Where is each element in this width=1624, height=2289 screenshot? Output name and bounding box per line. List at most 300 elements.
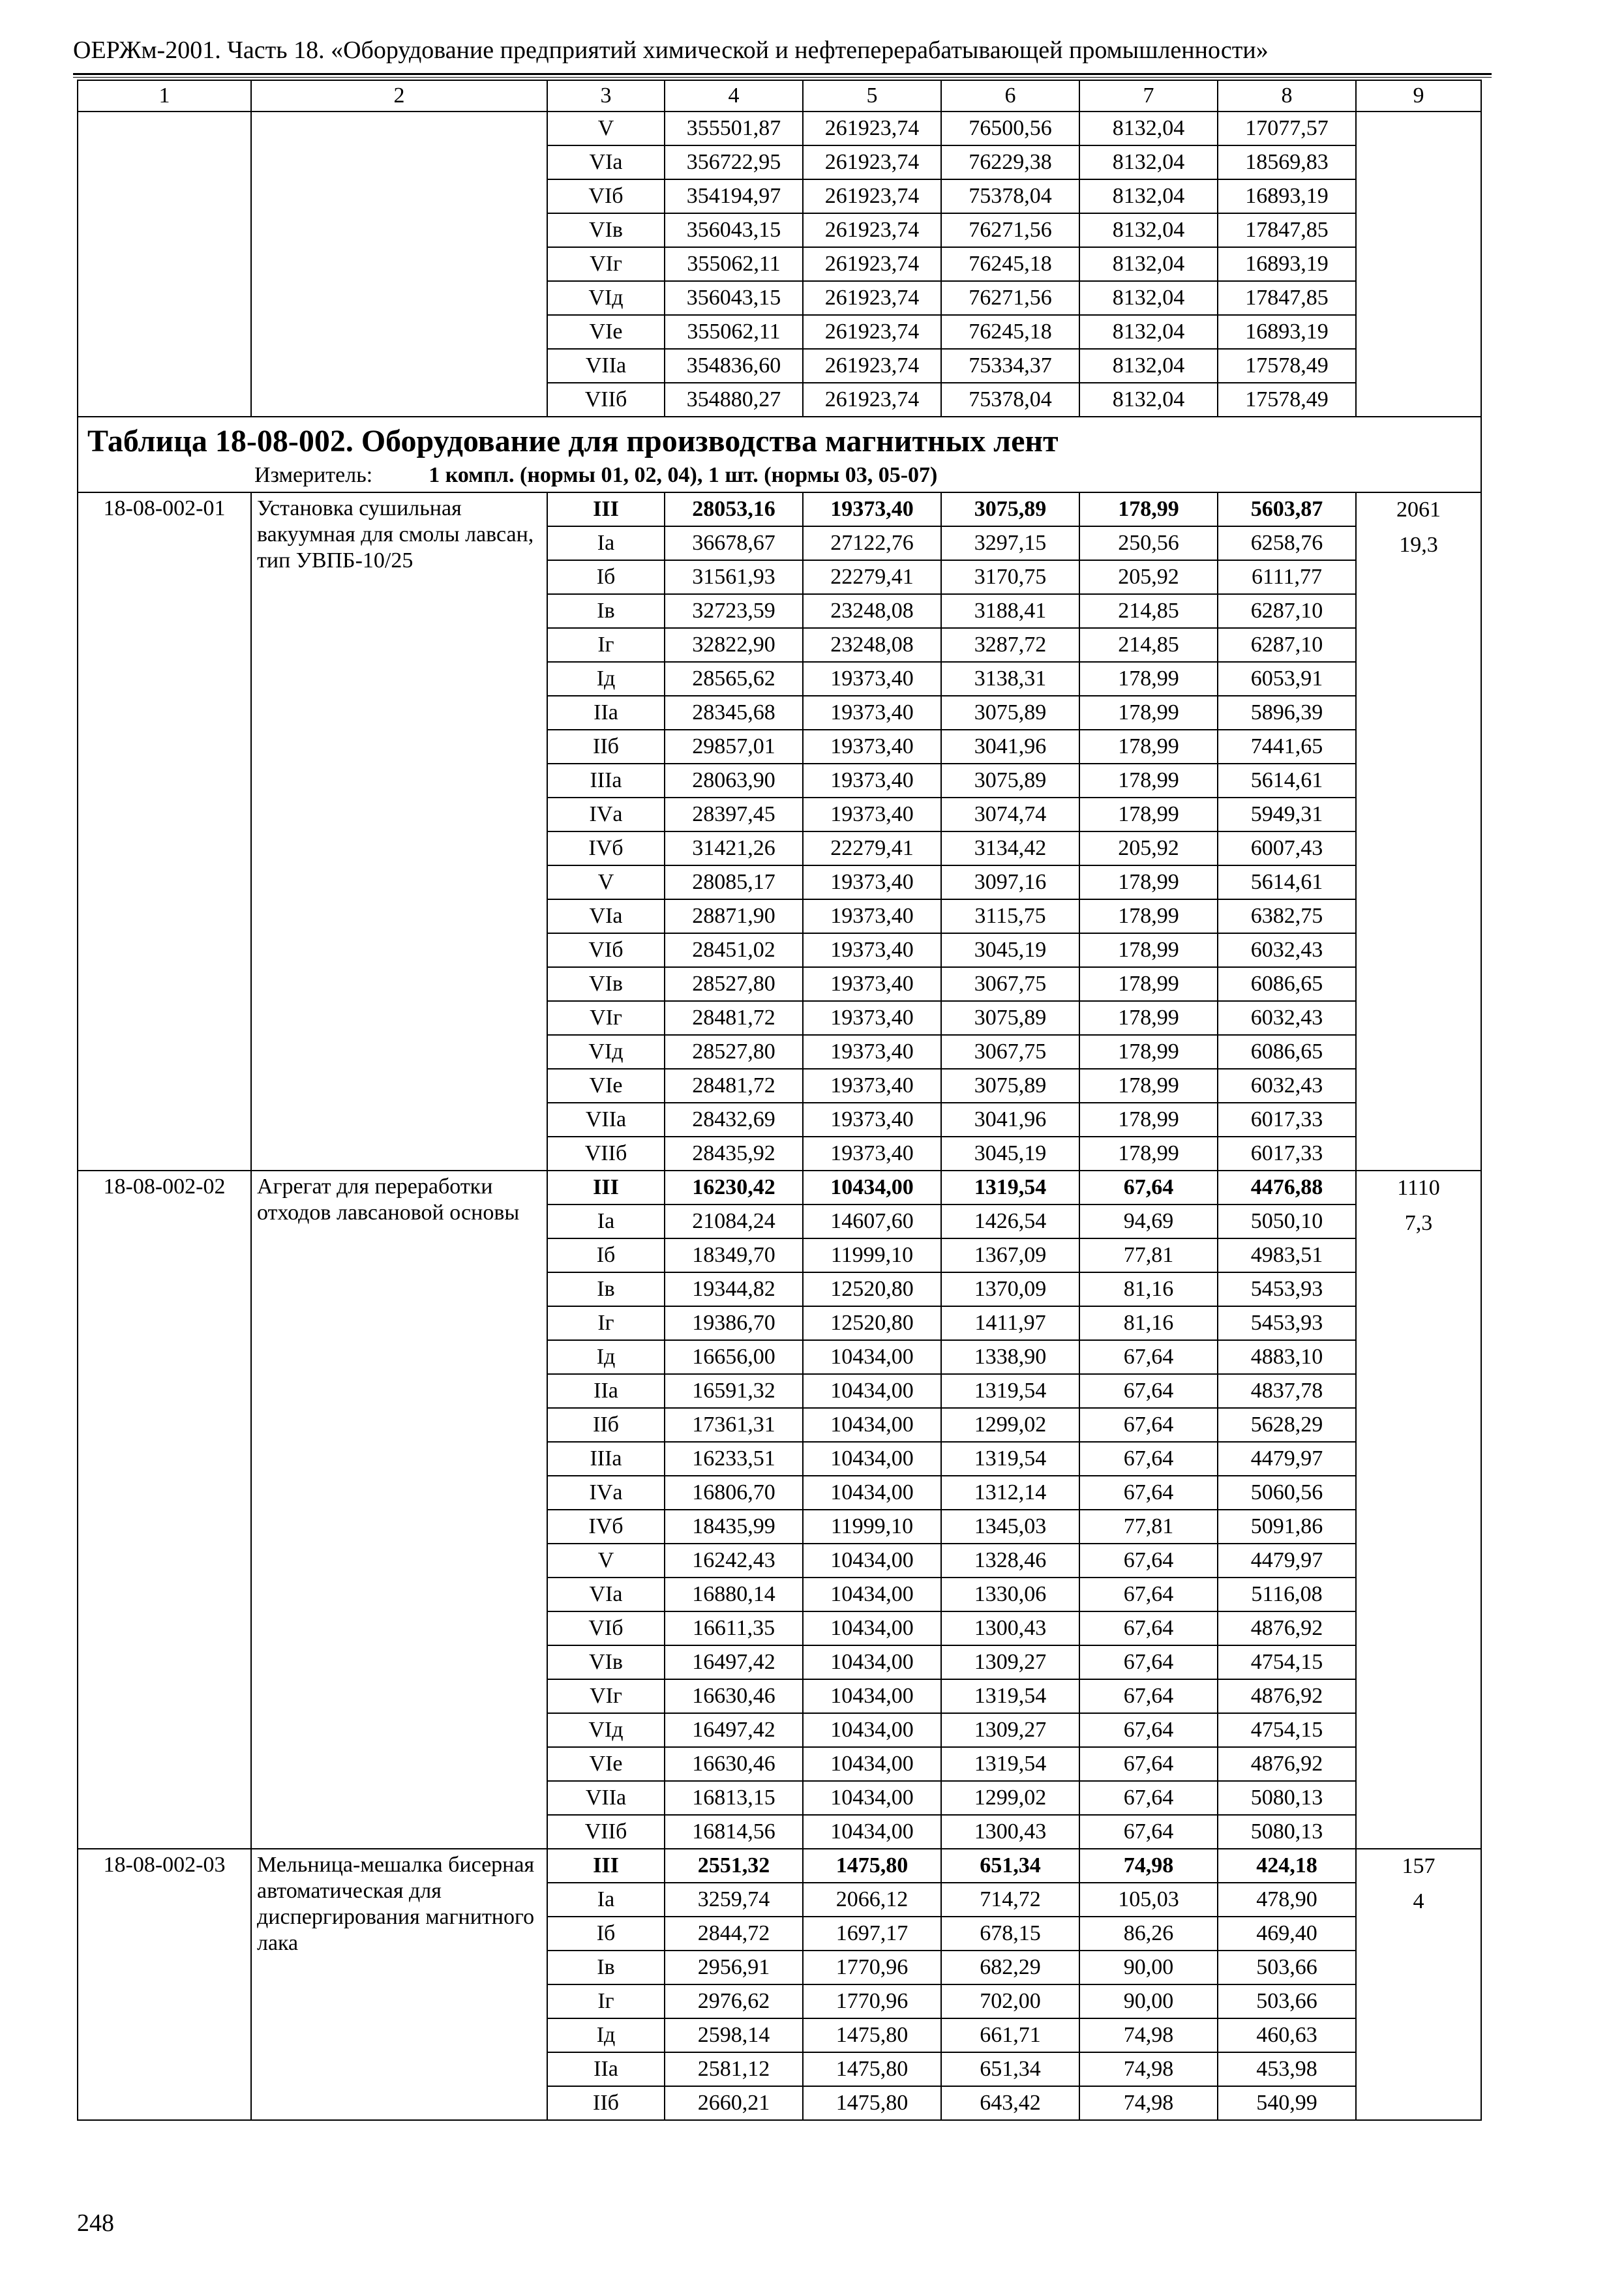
value-cell: 702,00 bbox=[941, 1984, 1079, 2018]
column-number: 1 bbox=[78, 80, 251, 112]
value-cell: 67,64 bbox=[1079, 1713, 1218, 1747]
value-cell: 4476,88 bbox=[1218, 1171, 1356, 1204]
page-number: 248 bbox=[77, 2209, 114, 2237]
zone-cell: VIв bbox=[547, 213, 665, 247]
value-cell: 5614,61 bbox=[1218, 865, 1356, 899]
value-cell: 355062,11 bbox=[665, 315, 803, 349]
value-cell: 10434,00 bbox=[803, 1374, 941, 1408]
zone-cell: Iа bbox=[547, 1204, 665, 1238]
value-cell: 18569,83 bbox=[1218, 145, 1356, 179]
value-cell: 19373,40 bbox=[803, 1069, 941, 1103]
value-cell: 67,64 bbox=[1079, 1171, 1218, 1204]
value-cell: 19373,40 bbox=[803, 1103, 941, 1137]
column-number-row bbox=[78, 80, 1481, 112]
value-cell: 36678,67 bbox=[665, 526, 803, 560]
zone-cell: IVб bbox=[547, 831, 665, 865]
value-cell: 76500,56 bbox=[941, 112, 1079, 145]
value-cell: 16813,15 bbox=[665, 1781, 803, 1815]
value-cell: 28527,80 bbox=[665, 967, 803, 1001]
value-cell: 261923,74 bbox=[803, 281, 941, 315]
install-labor: 4 bbox=[1413, 1889, 1424, 1913]
value-cell: 2956,91 bbox=[665, 1951, 803, 1984]
value-cell: 355501,87 bbox=[665, 112, 803, 145]
value-cell: 16814,56 bbox=[665, 1815, 803, 1849]
value-cell: 178,99 bbox=[1079, 1035, 1218, 1069]
value-cell: 19373,40 bbox=[803, 899, 941, 933]
install-labor: 19,3 bbox=[1399, 533, 1438, 557]
value-cell: 76271,56 bbox=[941, 213, 1079, 247]
value-cell: 16230,42 bbox=[665, 1171, 803, 1204]
zone-cell: IVа bbox=[547, 1476, 665, 1510]
value-cell: 261923,74 bbox=[803, 213, 941, 247]
zone-cell: Iд bbox=[547, 1340, 665, 1374]
value-cell: 10434,00 bbox=[803, 1815, 941, 1849]
value-cell: 28085,17 bbox=[665, 865, 803, 899]
value-cell: 16630,46 bbox=[665, 1747, 803, 1781]
zone-cell: IVб bbox=[547, 1510, 665, 1544]
value-cell: 2598,14 bbox=[665, 2018, 803, 2052]
value-cell: 8132,04 bbox=[1079, 315, 1218, 349]
value-cell: 4754,15 bbox=[1218, 1713, 1356, 1747]
value-cell: 28451,02 bbox=[665, 933, 803, 967]
value-cell: 8132,04 bbox=[1079, 349, 1218, 383]
column-number: 5 bbox=[803, 80, 941, 112]
zone-cell: III bbox=[547, 492, 665, 526]
value-cell: 3074,74 bbox=[941, 798, 1079, 831]
value-cell: 75378,04 bbox=[941, 383, 1079, 417]
value-cell: 3097,16 bbox=[941, 865, 1079, 899]
value-cell: 178,99 bbox=[1079, 1069, 1218, 1103]
value-cell: 76245,18 bbox=[941, 315, 1079, 349]
value-cell: 3067,75 bbox=[941, 967, 1079, 1001]
value-cell: 17578,49 bbox=[1218, 383, 1356, 417]
value-cell: 28063,90 bbox=[665, 764, 803, 798]
value-cell: 12520,80 bbox=[803, 1306, 941, 1340]
value-cell: 16497,42 bbox=[665, 1713, 803, 1747]
value-cell: 16893,19 bbox=[1218, 179, 1356, 213]
value-cell: 424,18 bbox=[1218, 1849, 1356, 1883]
zone-cell: Iд bbox=[547, 2018, 665, 2052]
value-cell: 178,99 bbox=[1079, 730, 1218, 764]
value-cell: 205,92 bbox=[1079, 831, 1218, 865]
value-cell: 8132,04 bbox=[1079, 383, 1218, 417]
unit-label: Измеритель: bbox=[254, 463, 373, 487]
value-cell: 5614,61 bbox=[1218, 764, 1356, 798]
zone-cell: VIIа bbox=[547, 1103, 665, 1137]
zone-cell: VIIб bbox=[547, 1137, 665, 1171]
zone-cell: IIа bbox=[547, 2052, 665, 2086]
value-cell: 1309,27 bbox=[941, 1645, 1079, 1679]
value-cell: 1319,54 bbox=[941, 1374, 1079, 1408]
value-cell: 10434,00 bbox=[803, 1645, 941, 1679]
value-cell: 214,85 bbox=[1079, 628, 1218, 662]
value-cell: 28345,68 bbox=[665, 696, 803, 730]
value-cell: 16893,19 bbox=[1218, 315, 1356, 349]
table-title: Таблица 18-08-002. Оборудование для производства магнитных лент bbox=[87, 424, 1059, 458]
zone-cell: VIб bbox=[547, 1611, 665, 1645]
value-cell: 27122,76 bbox=[803, 526, 941, 560]
value-cell: 1426,54 bbox=[941, 1204, 1079, 1238]
value-cell: 3075,89 bbox=[941, 1001, 1079, 1035]
zone-cell: Iв bbox=[547, 594, 665, 628]
value-cell: 6017,33 bbox=[1218, 1137, 1356, 1171]
value-cell: 1300,43 bbox=[941, 1611, 1079, 1645]
value-cell: 3075,89 bbox=[941, 764, 1079, 798]
value-cell: 651,34 bbox=[941, 2052, 1079, 2086]
value-cell: 503,66 bbox=[1218, 1951, 1356, 1984]
value-cell: 3041,96 bbox=[941, 1103, 1079, 1137]
zone-cell: VIд bbox=[547, 1713, 665, 1747]
running-header: ОЕРЖм-2001. Часть 18. «Оборудование предприятий химической и нефтеперерабатывающей промышленности» bbox=[73, 37, 1269, 64]
value-cell: 6032,43 bbox=[1218, 1069, 1356, 1103]
value-cell: 10434,00 bbox=[803, 1408, 941, 1442]
value-cell: 1367,09 bbox=[941, 1238, 1079, 1272]
value-cell: 6086,65 bbox=[1218, 967, 1356, 1001]
value-cell: 5080,13 bbox=[1218, 1815, 1356, 1849]
column-number: 3 bbox=[547, 80, 665, 112]
item-code: 18-08-002-03 bbox=[78, 1849, 251, 2120]
value-cell: 4754,15 bbox=[1218, 1645, 1356, 1679]
zone-cell: VIа bbox=[547, 899, 665, 933]
value-cell: 1475,80 bbox=[803, 2052, 941, 2086]
equipment-mass: 2061 bbox=[1396, 498, 1441, 522]
value-cell: 178,99 bbox=[1079, 933, 1218, 967]
value-cell: 3045,19 bbox=[941, 933, 1079, 967]
value-cell: 76229,38 bbox=[941, 145, 1079, 179]
zone-cell: VIб bbox=[547, 933, 665, 967]
value-cell: 714,72 bbox=[941, 1883, 1079, 1917]
value-cell: 1370,09 bbox=[941, 1272, 1079, 1306]
zone-cell: VIIа bbox=[547, 1781, 665, 1815]
zone-cell: VIв bbox=[547, 967, 665, 1001]
column-number: 4 bbox=[665, 80, 803, 112]
value-cell: 3138,31 bbox=[941, 662, 1079, 696]
value-cell: 6287,10 bbox=[1218, 628, 1356, 662]
value-cell: 17077,57 bbox=[1218, 112, 1356, 145]
value-cell: 1312,14 bbox=[941, 1476, 1079, 1510]
value-cell: 67,64 bbox=[1079, 1578, 1218, 1611]
value-cell: 10434,00 bbox=[803, 1611, 941, 1645]
zone-cell: IIа bbox=[547, 1374, 665, 1408]
value-cell: 6111,77 bbox=[1218, 560, 1356, 594]
value-cell: 67,64 bbox=[1079, 1544, 1218, 1578]
value-cell: 5116,08 bbox=[1218, 1578, 1356, 1611]
value-cell: 1328,46 bbox=[941, 1544, 1079, 1578]
value-cell: 4983,51 bbox=[1218, 1238, 1356, 1272]
value-cell: 1338,90 bbox=[941, 1340, 1079, 1374]
value-cell: 5453,93 bbox=[1218, 1306, 1356, 1340]
value-cell: 4479,97 bbox=[1218, 1442, 1356, 1476]
value-cell: 8132,04 bbox=[1079, 247, 1218, 281]
value-cell: 86,26 bbox=[1079, 1917, 1218, 1951]
zone-cell: IIб bbox=[547, 730, 665, 764]
value-cell: 81,16 bbox=[1079, 1272, 1218, 1306]
table-row bbox=[78, 112, 1481, 145]
value-cell: 8132,04 bbox=[1079, 179, 1218, 213]
value-cell: 76271,56 bbox=[941, 281, 1079, 315]
value-cell: 2976,62 bbox=[665, 1984, 803, 2018]
value-cell: 74,98 bbox=[1079, 1849, 1218, 1883]
value-cell: 503,66 bbox=[1218, 1984, 1356, 2018]
value-cell: 214,85 bbox=[1079, 594, 1218, 628]
value-cell: 4876,92 bbox=[1218, 1679, 1356, 1713]
value-cell: 1309,27 bbox=[941, 1713, 1079, 1747]
value-cell: 16656,00 bbox=[665, 1340, 803, 1374]
value-cell: 261923,74 bbox=[803, 315, 941, 349]
value-cell: 178,99 bbox=[1079, 764, 1218, 798]
value-cell: 1475,80 bbox=[803, 2018, 941, 2052]
zone-cell: V bbox=[547, 865, 665, 899]
value-cell: 74,98 bbox=[1079, 2052, 1218, 2086]
zone-cell: IIб bbox=[547, 1408, 665, 1442]
value-cell: 29857,01 bbox=[665, 730, 803, 764]
value-cell: 16233,51 bbox=[665, 1442, 803, 1476]
col9-cell bbox=[1356, 492, 1481, 1171]
value-cell: 16630,46 bbox=[665, 1679, 803, 1713]
column-number: 9 bbox=[1356, 80, 1481, 112]
value-cell: 16611,35 bbox=[665, 1611, 803, 1645]
value-cell: 28053,16 bbox=[665, 492, 803, 526]
zone-cell: VIа bbox=[547, 1578, 665, 1611]
value-cell: 10434,00 bbox=[803, 1713, 941, 1747]
value-cell: 354836,60 bbox=[665, 349, 803, 383]
value-cell: 16806,70 bbox=[665, 1476, 803, 1510]
column-number: 2 bbox=[251, 80, 547, 112]
value-cell: 2844,72 bbox=[665, 1917, 803, 1951]
value-cell: 19373,40 bbox=[803, 865, 941, 899]
zone-cell: VIд bbox=[547, 1035, 665, 1069]
value-cell: 6032,43 bbox=[1218, 1001, 1356, 1035]
value-cell: 10434,00 bbox=[803, 1171, 941, 1204]
zone-cell: Iг bbox=[547, 1984, 665, 2018]
value-cell: 661,71 bbox=[941, 2018, 1079, 2052]
value-cell: 74,98 bbox=[1079, 2086, 1218, 2120]
value-cell: 354194,97 bbox=[665, 179, 803, 213]
value-cell: 67,64 bbox=[1079, 1679, 1218, 1713]
value-cell: 5080,13 bbox=[1218, 1781, 1356, 1815]
value-cell: 3075,89 bbox=[941, 1069, 1079, 1103]
value-cell: 3259,74 bbox=[665, 1883, 803, 1917]
zone-cell: VIе bbox=[547, 1747, 665, 1781]
value-cell: 1299,02 bbox=[941, 1781, 1079, 1815]
value-cell: 75334,37 bbox=[941, 349, 1079, 383]
zone-cell: Iб bbox=[547, 560, 665, 594]
zone-cell: IIIа bbox=[547, 1442, 665, 1476]
zone-cell: VIIб bbox=[547, 1815, 665, 1849]
value-cell: 6382,75 bbox=[1218, 899, 1356, 933]
value-cell: 3297,15 bbox=[941, 526, 1079, 560]
value-cell: 21084,24 bbox=[665, 1204, 803, 1238]
value-cell: 6007,43 bbox=[1218, 831, 1356, 865]
value-cell: 3075,89 bbox=[941, 492, 1079, 526]
value-cell: 17361,31 bbox=[665, 1408, 803, 1442]
price-table bbox=[77, 80, 1482, 2121]
value-cell: 6086,65 bbox=[1218, 1035, 1356, 1069]
value-cell: 460,63 bbox=[1218, 2018, 1356, 2052]
zone-cell: III bbox=[547, 1171, 665, 1204]
value-cell: 6017,33 bbox=[1218, 1103, 1356, 1137]
zone-cell: Iд bbox=[547, 662, 665, 696]
zone-cell: Iб bbox=[547, 1238, 665, 1272]
value-cell: 1319,54 bbox=[941, 1171, 1079, 1204]
value-cell: 5603,87 bbox=[1218, 492, 1356, 526]
value-cell: 356043,15 bbox=[665, 213, 803, 247]
value-cell: 19344,82 bbox=[665, 1272, 803, 1306]
value-cell: 10434,00 bbox=[803, 1544, 941, 1578]
column-number: 8 bbox=[1218, 80, 1356, 112]
value-cell: 31561,93 bbox=[665, 560, 803, 594]
value-cell: 75378,04 bbox=[941, 179, 1079, 213]
value-cell: 6032,43 bbox=[1218, 933, 1356, 967]
column-number: 7 bbox=[1079, 80, 1218, 112]
value-cell: 1770,96 bbox=[803, 1951, 941, 1984]
value-cell: 14607,60 bbox=[803, 1204, 941, 1238]
empty-col9-cell bbox=[1356, 112, 1481, 417]
zone-cell: IIб bbox=[547, 2086, 665, 2120]
value-cell: 74,98 bbox=[1079, 2018, 1218, 2052]
value-cell: 10434,00 bbox=[803, 1679, 941, 1713]
value-cell: 5949,31 bbox=[1218, 798, 1356, 831]
value-cell: 23248,08 bbox=[803, 594, 941, 628]
value-cell: 3170,75 bbox=[941, 560, 1079, 594]
value-cell: 28527,80 bbox=[665, 1035, 803, 1069]
zone-cell: V bbox=[547, 112, 665, 145]
empty-name-cell bbox=[251, 112, 547, 417]
value-cell: 67,64 bbox=[1079, 1374, 1218, 1408]
value-cell: 31421,26 bbox=[665, 831, 803, 865]
value-cell: 28481,72 bbox=[665, 1069, 803, 1103]
value-cell: 67,64 bbox=[1079, 1408, 1218, 1442]
value-cell: 261923,74 bbox=[803, 112, 941, 145]
value-cell: 18435,99 bbox=[665, 1510, 803, 1544]
value-cell: 5628,29 bbox=[1218, 1408, 1356, 1442]
value-cell: 16880,14 bbox=[665, 1578, 803, 1611]
value-cell: 3075,89 bbox=[941, 696, 1079, 730]
value-cell: 8132,04 bbox=[1079, 145, 1218, 179]
value-cell: 178,99 bbox=[1079, 1001, 1218, 1035]
value-cell: 67,64 bbox=[1079, 1476, 1218, 1510]
value-cell: 2551,32 bbox=[665, 1849, 803, 1883]
value-cell: 261923,74 bbox=[803, 145, 941, 179]
value-cell: 5091,86 bbox=[1218, 1510, 1356, 1544]
value-cell: 16242,43 bbox=[665, 1544, 803, 1578]
value-cell: 3134,42 bbox=[941, 831, 1079, 865]
value-cell: 6287,10 bbox=[1218, 594, 1356, 628]
value-cell: 67,64 bbox=[1079, 1781, 1218, 1815]
value-cell: 22279,41 bbox=[803, 560, 941, 594]
value-cell: 28871,90 bbox=[665, 899, 803, 933]
value-cell: 4883,10 bbox=[1218, 1340, 1356, 1374]
value-cell: 11999,10 bbox=[803, 1238, 941, 1272]
zone-cell: V bbox=[547, 1544, 665, 1578]
item-code: 18-08-002-02 bbox=[78, 1171, 251, 1849]
value-cell: 19373,40 bbox=[803, 1137, 941, 1171]
value-cell: 178,99 bbox=[1079, 696, 1218, 730]
value-cell: 1319,54 bbox=[941, 1747, 1079, 1781]
value-cell: 77,81 bbox=[1079, 1238, 1218, 1272]
value-cell: 4876,92 bbox=[1218, 1611, 1356, 1645]
value-cell: 32723,59 bbox=[665, 594, 803, 628]
zone-cell: VIг bbox=[547, 247, 665, 281]
value-cell: 453,98 bbox=[1218, 2052, 1356, 2086]
value-cell: 5060,56 bbox=[1218, 1476, 1356, 1510]
value-cell: 7441,65 bbox=[1218, 730, 1356, 764]
value-cell: 22279,41 bbox=[803, 831, 941, 865]
value-cell: 1770,96 bbox=[803, 1984, 941, 2018]
value-cell: 2660,21 bbox=[665, 2086, 803, 2120]
value-cell: 1345,03 bbox=[941, 1510, 1079, 1544]
value-cell: 10434,00 bbox=[803, 1781, 941, 1815]
value-cell: 3045,19 bbox=[941, 1137, 1079, 1171]
value-cell: 356043,15 bbox=[665, 281, 803, 315]
value-cell: 81,16 bbox=[1079, 1306, 1218, 1340]
value-cell: 682,29 bbox=[941, 1951, 1079, 1984]
zone-cell: VIг bbox=[547, 1679, 665, 1713]
zone-cell: VIв bbox=[547, 1645, 665, 1679]
value-cell: 90,00 bbox=[1079, 1951, 1218, 1984]
value-cell: 10434,00 bbox=[803, 1578, 941, 1611]
value-cell: 6053,91 bbox=[1218, 662, 1356, 696]
table-row bbox=[78, 1171, 1481, 1204]
item-name: Агрегат для переработки отходов лавсановой основы bbox=[251, 1171, 547, 1849]
zone-cell: VIе bbox=[547, 1069, 665, 1103]
value-cell: 19373,40 bbox=[803, 798, 941, 831]
value-cell: 1299,02 bbox=[941, 1408, 1079, 1442]
zone-cell: Iб bbox=[547, 1917, 665, 1951]
header-rule bbox=[73, 73, 1492, 75]
empty-code-cell bbox=[78, 112, 251, 417]
table-row bbox=[78, 1849, 1481, 1883]
value-cell: 28481,72 bbox=[665, 1001, 803, 1035]
value-cell: 178,99 bbox=[1079, 1103, 1218, 1137]
value-cell: 261923,74 bbox=[803, 349, 941, 383]
value-cell: 12520,80 bbox=[803, 1272, 941, 1306]
value-cell: 16591,32 bbox=[665, 1374, 803, 1408]
value-cell: 28435,92 bbox=[665, 1137, 803, 1171]
value-cell: 3067,75 bbox=[941, 1035, 1079, 1069]
value-cell: 678,15 bbox=[941, 1917, 1079, 1951]
value-cell: 354880,27 bbox=[665, 383, 803, 417]
zone-cell: IIа bbox=[547, 696, 665, 730]
value-cell: 94,69 bbox=[1079, 1204, 1218, 1238]
value-cell: 16893,19 bbox=[1218, 247, 1356, 281]
value-cell: 178,99 bbox=[1079, 1137, 1218, 1171]
value-cell: 18349,70 bbox=[665, 1238, 803, 1272]
zone-cell: Iа bbox=[547, 526, 665, 560]
value-cell: 19373,40 bbox=[803, 1001, 941, 1035]
equipment-mass: 157 bbox=[1402, 1854, 1436, 1878]
zone-cell: Iа bbox=[547, 1883, 665, 1917]
zone-cell: VIIб bbox=[547, 383, 665, 417]
install-labor: 7,3 bbox=[1404, 1211, 1433, 1235]
col9-cell bbox=[1356, 1171, 1481, 1849]
value-cell: 28565,62 bbox=[665, 662, 803, 696]
item-name: Установка сушильная вакуумная для смолы лавсан, тип УВПБ-10/25 bbox=[251, 492, 547, 1171]
value-cell: 32822,90 bbox=[665, 628, 803, 662]
value-cell: 10434,00 bbox=[803, 1340, 941, 1374]
value-cell: 67,64 bbox=[1079, 1611, 1218, 1645]
value-cell: 67,64 bbox=[1079, 1645, 1218, 1679]
value-cell: 28432,69 bbox=[665, 1103, 803, 1137]
value-cell: 178,99 bbox=[1079, 899, 1218, 933]
value-cell: 178,99 bbox=[1079, 662, 1218, 696]
value-cell: 261923,74 bbox=[803, 247, 941, 281]
value-cell: 1475,80 bbox=[803, 1849, 941, 1883]
zone-cell: IIIа bbox=[547, 764, 665, 798]
value-cell: 3115,75 bbox=[941, 899, 1079, 933]
value-cell: 4479,97 bbox=[1218, 1544, 1356, 1578]
value-cell: 4876,92 bbox=[1218, 1747, 1356, 1781]
